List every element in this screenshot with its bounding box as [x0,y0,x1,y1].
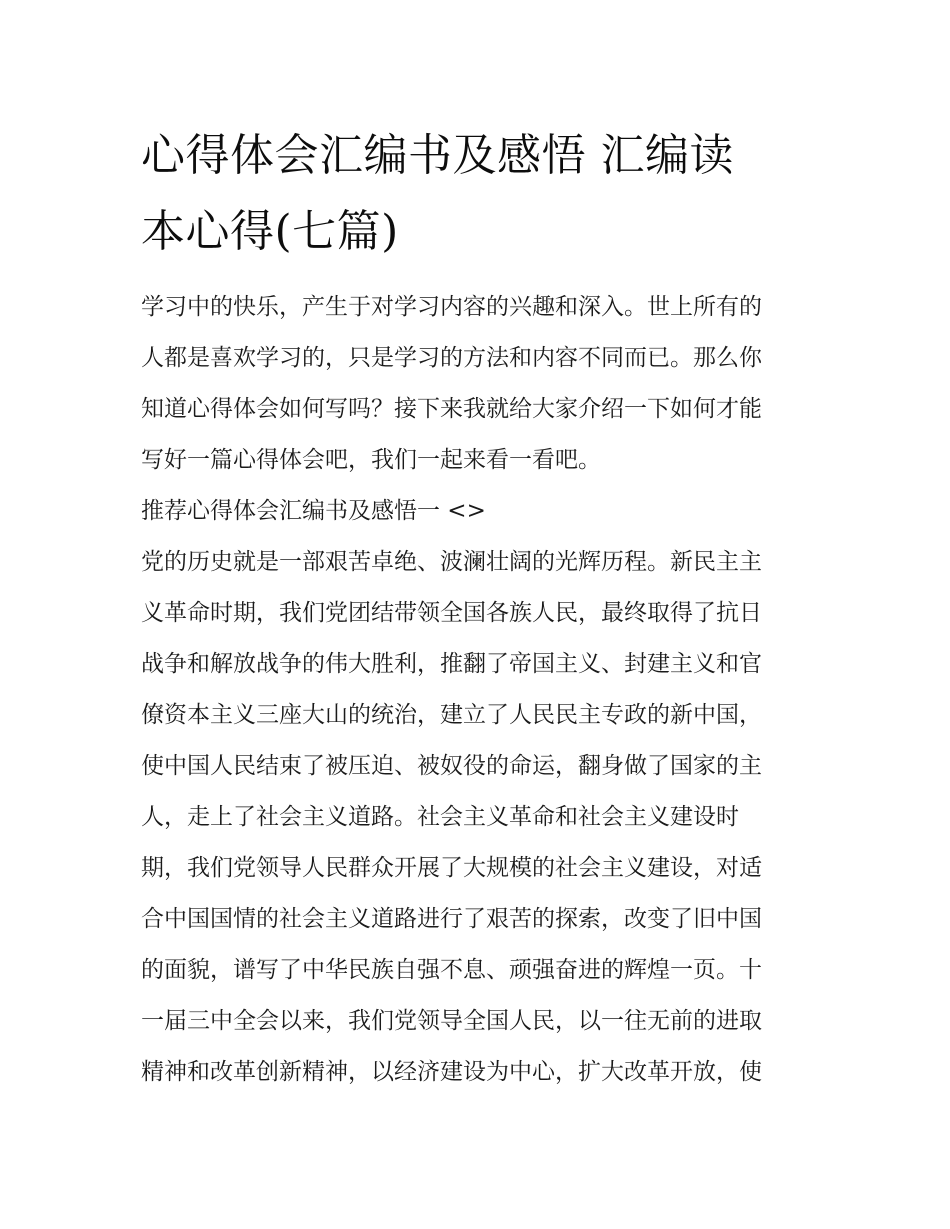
text-line: 写好一篇心得体会吧，我们一起来看一看吧。 [141,447,601,473]
intro-paragraph [141,282,813,486]
text-line: 党的历史就是一部艰苦卓绝、波澜壮阔的光辉历程。新民主主 [141,549,762,575]
text-line: 战争和解放战争的伟大胜利，推翻了帝国主义、封建主义和官 [141,651,762,677]
text-line: 学习中的快乐，产生于对学习内容的兴趣和深入。世上所有的 [141,294,762,320]
text-line: 义革命时期，我们党团结带领全国各族人民，最终取得了抗日 [141,600,762,626]
text-line: 人，走上了社会主义道路。社会主义革命和社会主义建设时 [141,804,739,830]
document-title [141,118,813,270]
text-line: 人都是喜欢学习的，只是学习的方法和内容不同而已。那么你 [141,345,762,371]
section-paragraph [141,537,813,1098]
text-line: 僚资本主义三座大山的统治，建立了人民民主专政的新中国， [141,702,762,728]
text-line: 使中国人民结束了被压迫、被奴役的命运，翻身做了国家的主 [141,753,762,779]
text-line: 合中国国情的社会主义道路进行了艰苦的探索，改变了旧中国 [141,906,762,932]
text-line: 知道心得体会如何写吗？接下来我就给大家介绍一下如何才能 [141,396,762,422]
text-line: 的面貌，谱写了中华民族自强不息、顽强奋进的辉煌一页。十 [141,957,762,983]
text-line: 期，我们党领导人民群众开展了大规模的社会主义建设，对适 [141,855,762,881]
text-line: 一届三中全会以来，我们党领导全国人民，以一往无前的进取 [141,1008,762,1034]
section-heading: 推荐心得体会汇编书及感悟一 <> [141,498,486,524]
title-line: 心得体会汇编书及感悟 汇编读 [141,130,734,181]
text-line: 精神和改革创新精神，以经济建设为中心，扩大改革开放，使 [141,1059,762,1085]
document-content [141,118,813,1098]
title-line: 本心得(七篇) [141,206,399,257]
document-body [141,282,813,1098]
